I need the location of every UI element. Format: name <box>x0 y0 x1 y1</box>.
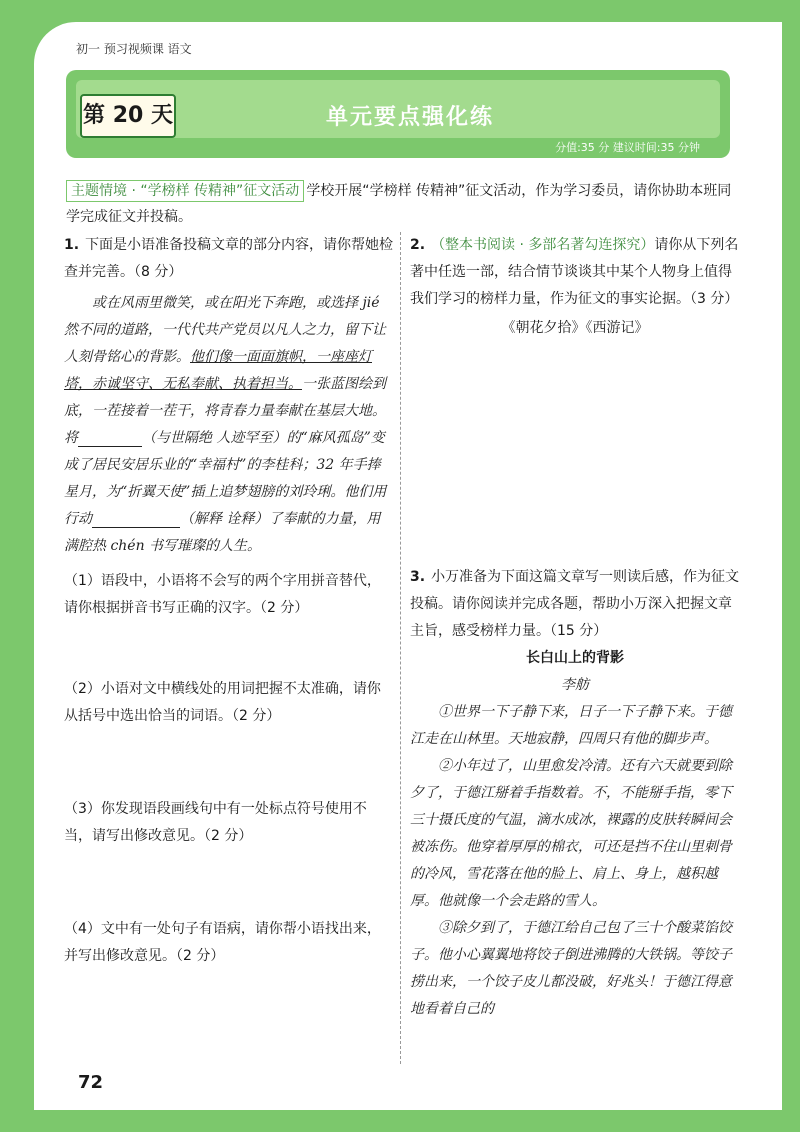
article-paragraph-1: ①世界一下子静下来，日子一下子静下来。于德江走在山林里。天地寂静，四周只有他的脚步声。 <box>410 704 732 747</box>
q1-passage-underlined: 他们像一面面旗帜，一座座灯塔，赤诚坚守、无私奉献、执着担当。 <box>64 349 372 392</box>
intro-paragraph <box>66 178 736 230</box>
question-3 <box>410 564 740 1023</box>
q1-passage-part2: 一张蓝图绘到底，一茬接着一茬干，将青春力量奉献在基层大地。将 <box>64 376 386 446</box>
banner-title: 单元要点强化练 <box>325 105 494 130</box>
column-divider <box>400 232 401 1064</box>
question-1 <box>64 232 394 970</box>
q1-sub4: （4）文中有一处句子有语病，请你帮小语找出来，并写出修改意见。（2 分） <box>64 921 381 964</box>
q3-stem: 小万准备为下面这篇文章写一则读后感，作为征文投稿。请你阅读并完成各题，帮助小万深入把握文章主旨，感受榜样力量。（15 分） <box>410 569 740 639</box>
article-paragraph-2: ②小年过了，山里愈发冷清。还有六天就要到除夕了，于德江掰着手指数着。不，不能掰手指，零下三十摄氏度的气温，滴水成冰，裸露的皮肤转瞬间会被冻伤。他穿着厚厚的棉衣，可还是挡不住山里刺骨的冷风，雪花落在他的脸上、肩上、身上，越积越厚。他就像一个会走路的雪人。 <box>410 758 732 909</box>
blank-1[interactable] <box>78 430 142 447</box>
theme-tag: 主题情境 · “学榜样 传精神”征文活动 <box>66 180 304 202</box>
blank-2[interactable] <box>92 511 180 528</box>
q1-passage-part4: （解释 诠释）了奉献的力量，用满腔热 chén 书写璀璨的人生。 <box>64 511 381 554</box>
q1-sub2: （2）小语对文中横线处的用词把握不太准确，请你从括号中选出恰当的词语。（2 分） <box>64 681 381 724</box>
q2-stem: 请你从下列名著中任选一部，结合情节谈谈其中某个人物身上值得我们学习的榜样力量，作为征文的事实论据。（3 分） <box>410 237 739 307</box>
q3-number: 3. <box>410 569 426 585</box>
right-column <box>410 232 740 1023</box>
intro-text: 学校开展“学榜样 传精神”征文活动，作为学习委员，请你协助本班同学完成征文并投稿。 <box>66 183 732 225</box>
running-header: 初一 预习视频课 语文 <box>76 42 192 56</box>
q2-books: 《朝花夕拾》《西游记》 <box>501 320 649 336</box>
day-badge: 第 20 天 <box>80 94 176 138</box>
q1-stem-line <box>64 232 394 286</box>
q1-sub1: （1）语段中，小语将不会写的两个字用拼音替代，请你根据拼音书写正确的汉字。（2 分） <box>64 573 381 616</box>
answer-space-2[interactable] <box>64 730 394 788</box>
q1-passage-part1: 或在风雨里微笑，或在阳光下奔跑，或选择 jié 然不同的道路，一代代共产党员以凡人之力，留下让人刻骨铭心的背影。 <box>64 295 386 365</box>
page-number: 72 <box>78 1072 104 1093</box>
question-2 <box>410 232 740 342</box>
q1-sub3: （3）你发现语段画线句中有一处标点符号使用不当，请写出修改意见。（2 分） <box>64 801 367 844</box>
article-author: 李舫 <box>561 677 589 693</box>
q1-passage <box>64 290 394 560</box>
score-time-meta: 分值:35 分 建议时间:35 分钟 <box>555 141 700 154</box>
q1-passage-part3: （与世隔绝 人迹罕至）的“麻风孤岛”变成了居民安居乐业的“幸福村”的李桂科；32 年手捧星月，为“折翼天使”插上追梦翅膀的刘玲琍。他们用行动 <box>64 430 387 527</box>
q2-number: 2. <box>410 237 426 253</box>
q2-tag: （整本书阅读 · 多部名著勾连探究） <box>431 237 655 253</box>
answer-space-1[interactable] <box>64 622 394 668</box>
article-paragraph-3: ③除夕到了，于德江给自己包了三十个酸菜馅饺子。他小心翼翼地将饺子倒进沸腾的大铁锅。等饺子捞出来，一个饺子皮儿都没破，好兆头！于德江得意地看着自己的 <box>410 920 732 1017</box>
q1-stem: 下面是小语准备投稿文章的部分内容，请你帮她检查并完善。（8 分） <box>64 237 394 280</box>
q1-number: 1. <box>64 237 80 253</box>
answer-space-q2[interactable] <box>410 342 740 564</box>
answer-space-3[interactable] <box>64 850 394 908</box>
article-title: 长白山上的背影 <box>526 650 624 666</box>
